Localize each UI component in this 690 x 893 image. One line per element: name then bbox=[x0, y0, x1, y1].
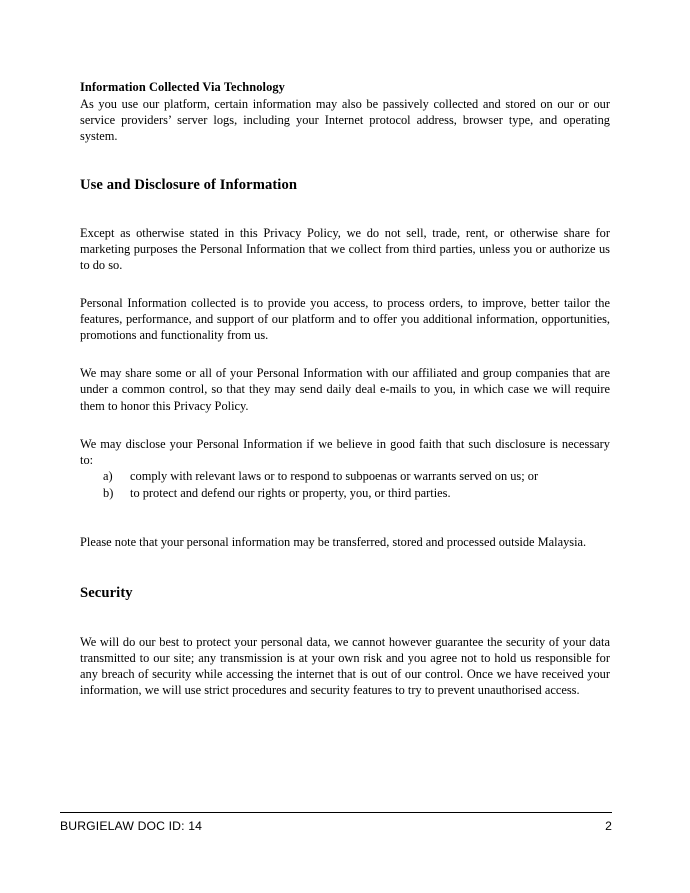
paragraph-personal-information-collected: Personal Information collected is to provide you access, to process orders, to improve, better tailor the features, performance, and support of our platform and to offer you additional information, opportunities, promotions and functionality from us. bbox=[80, 296, 610, 343]
list-marker-a: a) bbox=[103, 468, 113, 483]
list-item-text: comply with relevant laws or to respond to subpoenas or warrants served on us; or bbox=[130, 468, 539, 483]
list-item bbox=[80, 468, 610, 486]
subheading-information-collected-via-technology: Information Collected Via Technology bbox=[80, 80, 285, 94]
footer-doc-id: BURGIELAW DOC ID: 14 bbox=[60, 819, 203, 833]
page-footer bbox=[60, 812, 612, 834]
heading-use-and-disclosure-of-information: Use and Disclosure of Information bbox=[80, 176, 298, 193]
list-item-text: to protect and defend our rights or property, you, or third parties. bbox=[130, 486, 451, 501]
footer-page-number: 2 bbox=[605, 819, 612, 833]
paragraph-except-as-otherwise-stated: Except as otherwise stated in this Privacy Policy, we do not sell, trade, rent, or otherwise share for marketing purposes the Personal Information that we collect from third parties, unless you or authorize us to do so. bbox=[80, 225, 610, 272]
footer-row bbox=[60, 819, 612, 834]
paragraph-information-collected-body: As you use our platform, certain information may also be passively collected and stored on our or our service providers’ server logs, including your Internet protocol address, browser type, and operating system. bbox=[80, 96, 610, 143]
document-body bbox=[80, 80, 610, 698]
paragraph-we-may-disclose: We may disclose your Personal Information if we believe in good faith that such disclosure is necessary to: bbox=[80, 436, 610, 467]
paragraph-security-body: We will do our best to protect your personal data, we cannot however guarantee the security of your data transmitted to our site; any transmission is at your own risk and you agree not to hold us responsible for any breach of security while accessing the internet that is out of our control. Once we have received your information, we will use strict procedures and security features to try to prevent unauthorised access. bbox=[80, 634, 610, 698]
list-marker-b: b) bbox=[103, 486, 114, 501]
footer-divider bbox=[60, 812, 612, 813]
disclosure-list bbox=[80, 468, 610, 503]
list-item bbox=[80, 485, 610, 503]
paragraph-please-note-malaysia: Please note that your personal information may be transferred, stored and processed outside Malaysia. bbox=[80, 534, 587, 549]
paragraph-we-may-share: We may share some or all of your Personal Information with our affiliated and group companies that are under a common control, so that they may send daily deal e-mails to you, in which case we will require them to honor this Privacy Policy. bbox=[80, 366, 610, 413]
heading-security: Security bbox=[80, 584, 133, 601]
